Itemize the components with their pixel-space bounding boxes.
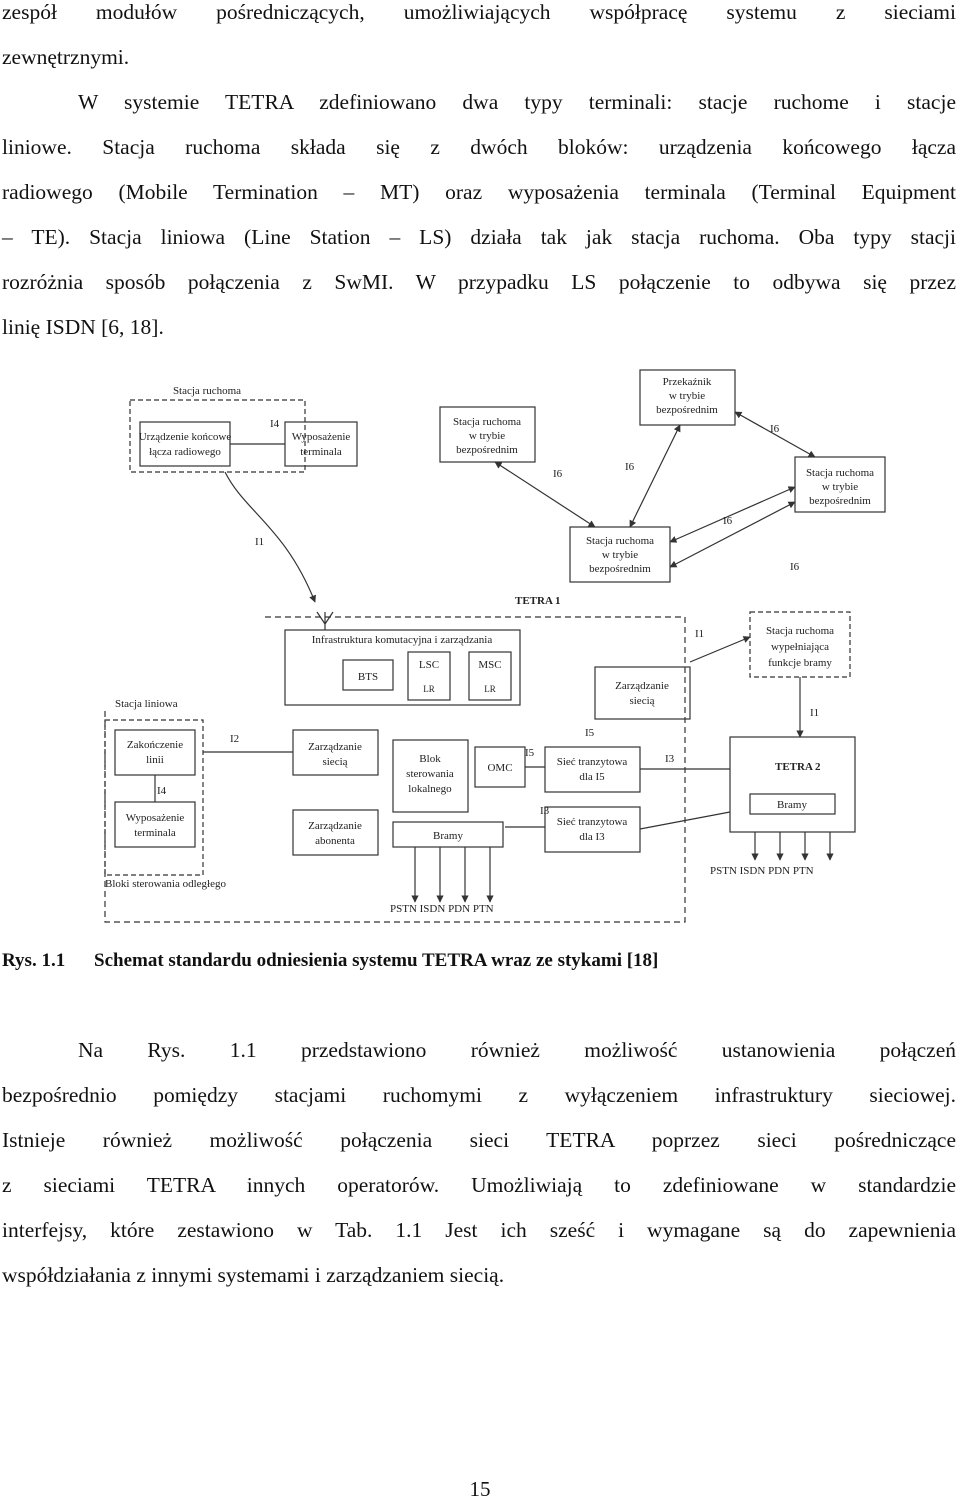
- mt-box-frame: [140, 422, 230, 466]
- mt-box-line2: łącza radiowego: [149, 446, 221, 458]
- net-mgmt-line1: Zarządzanie: [308, 741, 362, 753]
- local-ctrl-line2: sterowania: [406, 768, 454, 780]
- lsc-lr-label: LR: [423, 684, 435, 694]
- paragraph-2: [2, 1028, 956, 1298]
- ls-te-line2: terminala: [134, 827, 176, 839]
- i5-label: I5: [525, 747, 535, 759]
- repeater-line2: w trybie: [668, 390, 706, 402]
- i1-label: I1: [255, 536, 265, 548]
- i3-label: I3: [540, 805, 550, 817]
- sub-mgmt-line1: Zarządzanie: [308, 820, 362, 832]
- text-line: Na Rys. 1.1 przedstawiono również możliwość ustanowienia połączeń: [78, 1038, 956, 1062]
- tetra1-frame: [105, 617, 685, 922]
- net-mgmt-top-line1: Zarządzanie: [615, 680, 669, 692]
- text-line: Istnieje również możliwość połączenia sieci TETRA poprzez sieci pośredniczące: [2, 1128, 956, 1152]
- gates-t2-label: Bramy: [777, 799, 807, 811]
- ms-group-title: Stacja ruchoma: [172, 385, 242, 397]
- omc-label: OMC: [487, 762, 513, 774]
- gateway-line2: wypełniająca: [770, 641, 830, 653]
- i4-label: I4: [270, 418, 280, 430]
- text-line: – TE). Stacja liniowa (Line Station – LS) działa tak jak stacja ruchoma. Oba typy stacji: [2, 225, 956, 249]
- dm-ms-right-line3: bezpośrednim: [809, 495, 871, 507]
- sub-mgmt-frame: [293, 810, 378, 855]
- i6-label: I6: [553, 468, 563, 480]
- text-line: interfejsy, które zestawiono w Tab. 1.1 Jest ich sześć i wymagane są do zapewnienia: [2, 1218, 956, 1242]
- i1-label: I1: [810, 707, 820, 719]
- te-box-line2: terminala: [300, 446, 342, 458]
- dm-ms-left-line1: Stacja ruchoma: [452, 416, 522, 428]
- local-ctrl-line1: Blok: [419, 753, 441, 765]
- text-line: linię ISDN [6, 18].: [2, 315, 164, 339]
- i5-label: I5: [585, 727, 595, 739]
- te-box-line1: Wyposażenie: [291, 431, 351, 443]
- dm-ms-left-line2: w trybie: [468, 430, 506, 442]
- i2-label: I2: [230, 733, 240, 745]
- ls-title: Stacja liniowa: [115, 698, 178, 710]
- caption-text: Schemat standardu odniesienia systemu TETRA wraz ze stykami [18]: [94, 950, 659, 971]
- ls-te-frame: [115, 802, 195, 847]
- dm-ms-right-line1: Stacja ruchoma: [805, 467, 875, 479]
- transit-i5-line1: Sieć tranzytowa: [556, 756, 628, 768]
- text-line: bezpośrednio pomiędzy stacjami ruchomymi z wyłączeniem infrastruktury sieciowej.: [2, 1083, 956, 1107]
- figure-caption: [2, 950, 658, 972]
- gates-label: Bramy: [433, 830, 463, 842]
- paragraph-1: [2, 0, 956, 350]
- line-term-line2: linii: [146, 754, 164, 766]
- sub-mgmt-line2: abonenta: [315, 835, 355, 847]
- dm-ms-right-line2: w trybie: [821, 481, 859, 493]
- tetra-reference-diagram: [95, 362, 875, 922]
- i6-label: I6: [625, 461, 635, 473]
- transit-i3-line1: Sieć tranzytowa: [556, 816, 628, 828]
- repeater-line1: Przekaźnik: [662, 376, 712, 388]
- ls-te-line1: Wyposażenie: [125, 812, 185, 824]
- msc-label: MSC: [478, 659, 502, 671]
- text-line: zespół modułów pośredniczących, umożliwiających współpracę systemu z sieciami: [2, 0, 956, 24]
- transit-i3-frame: [545, 807, 640, 852]
- remote-ctrl-label: Bloki sterowania odległego: [105, 878, 226, 890]
- net-mgmt-line2: siecią: [322, 756, 348, 768]
- text-line: zewnętrznymi.: [2, 45, 130, 69]
- text-line: radiowego (Mobile Termination – MT) oraz wyposażenia terminala (Terminal Equipment: [2, 180, 956, 204]
- transit-i3-line2: dla I3: [579, 831, 605, 843]
- i6-label: I6: [723, 515, 733, 527]
- net-mgmt-top-line2: siecią: [629, 695, 655, 707]
- caption-number: Rys. 1.1: [2, 950, 66, 971]
- i4-label: I4: [157, 785, 167, 797]
- bts-label: BTS: [357, 671, 379, 683]
- local-ctrl-line3: lokalnego: [408, 783, 452, 795]
- lsc-label: LSC: [418, 659, 440, 671]
- line-term-line1: Zakończenie: [126, 739, 184, 751]
- te-box-frame: [285, 422, 357, 466]
- text-line: współdziałania z innymi systemami i zarządzaniem siecią.: [2, 1263, 505, 1287]
- gateway-line1: Stacja ruchoma: [765, 625, 835, 637]
- text-line: rozróżnia sposób połączenia z SwMI. W przypadku LS połączenie to odbywa się przez: [2, 270, 956, 294]
- page-number: 15: [469, 1477, 491, 1501]
- net-mgmt-top-frame: [595, 667, 690, 719]
- text-line: liniowe. Stacja ruchoma składa się z dwóch bloków: urządzenia końcowego łącza: [2, 135, 956, 159]
- dm-ms-center-line2: w trybie: [601, 549, 639, 561]
- infra-title: Infrastruktura komutacyjna i zarządzania: [311, 634, 493, 646]
- msc-lr-label: LR: [484, 684, 496, 694]
- text-line: z sieciami TETRA innych operatorów. Umożliwiają to zdefiniowane w standardzie: [2, 1173, 956, 1197]
- i1-label: I1: [695, 628, 705, 640]
- pstn-bottom-label: PSTN ISDN PDN PTN: [390, 903, 494, 915]
- line-term-frame: [115, 730, 195, 775]
- repeater-line3: bezpośrednim: [656, 404, 718, 416]
- text-line: W systemie TETRA zdefiniowano dwa typy terminali: stacje ruchome i stacje: [78, 90, 956, 114]
- tetra2-label: TETRA 2: [775, 761, 821, 773]
- dm-ms-center-line1: Stacja ruchoma: [585, 535, 655, 547]
- transit-i5-frame: [545, 747, 640, 792]
- transit-i5-line2: dla I5: [579, 771, 605, 783]
- mt-box-line1: Urządzenie końcowe: [138, 431, 232, 443]
- i6-label: I6: [770, 423, 780, 435]
- gateway-line3: funkcje bramy: [768, 657, 832, 669]
- i6-label: I6: [790, 561, 800, 573]
- tetra2-frame: [730, 737, 855, 832]
- tetra1-label: TETRA 1: [515, 595, 561, 607]
- dm-ms-left-line3: bezpośrednim: [456, 444, 518, 456]
- i3-label: I3: [665, 753, 675, 765]
- dm-ms-center-line3: bezpośrednim: [589, 563, 651, 575]
- pstn-right-label: PSTN ISDN PDN PTN: [710, 865, 814, 877]
